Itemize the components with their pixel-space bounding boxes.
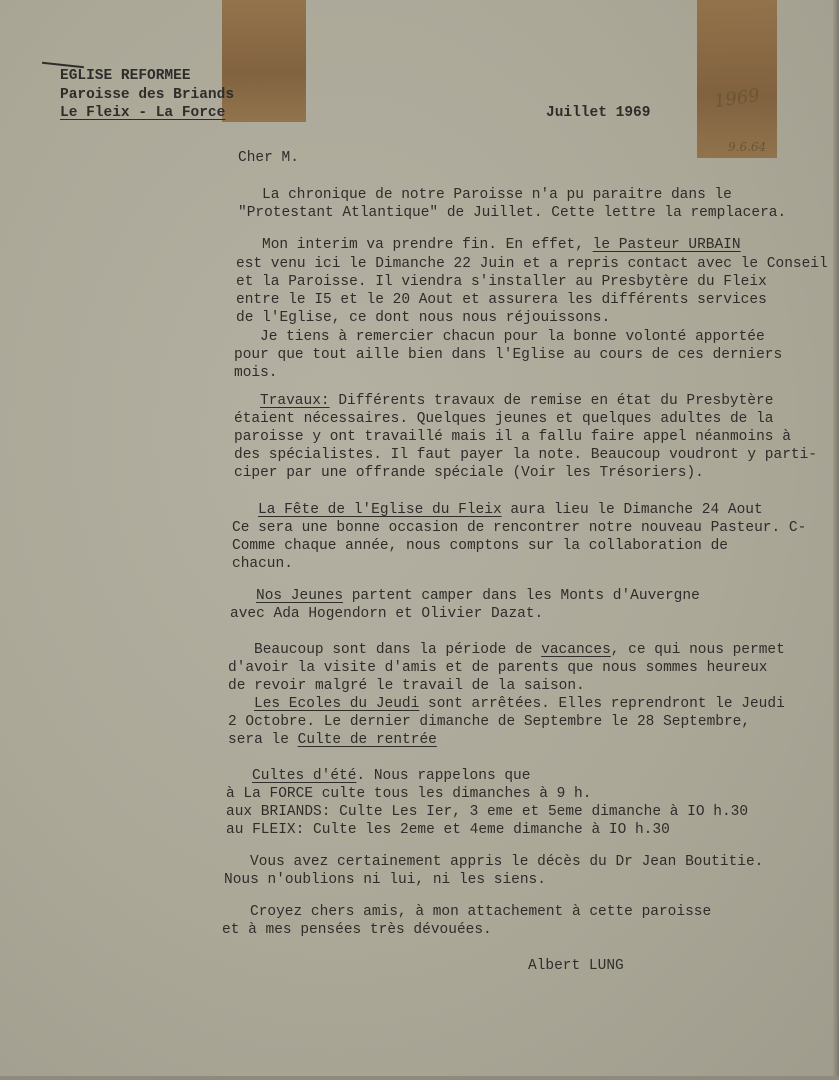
- paragraph-line: sera le Culte de rentrée: [228, 732, 437, 748]
- org-location: Le Fleix - La Force: [60, 105, 226, 121]
- heading-travaux: Travaux:: [260, 393, 330, 409]
- paragraph-line: Croyez chers amis, à mon attachement à cette paroisse: [250, 904, 712, 920]
- org-name: EGLISE REFORMEE: [60, 68, 191, 84]
- paragraph-line: entre le I5 et le 20 Aout et assurera les différents services: [236, 292, 767, 308]
- paragraph-line: Nos Jeunes partent camper dans les Monts d'Auvergne: [256, 588, 700, 604]
- tape-strip-right: [697, 0, 777, 158]
- paragraph-line: de revoir malgré le travail de la saison.: [228, 678, 585, 694]
- letter-date: Juillet 1969: [546, 105, 651, 121]
- paragraph-line: ciper par une offrande spéciale (Voir les Trésoriers).: [234, 465, 704, 481]
- pencil-annotation-year: 1969: [712, 84, 762, 113]
- underlined-vacances: vacances: [541, 642, 611, 658]
- paragraph-line: La chronique de notre Paroisse n'a pu paraitre dans le: [262, 187, 732, 203]
- paragraph-line: Nous n'oublions ni lui, ni les siens.: [224, 872, 546, 888]
- pencil-annotation-date: 9.6.64: [728, 140, 767, 154]
- paragraph-line: Vous avez certainement appris le décès du Dr Jean Boutitie.: [250, 854, 764, 870]
- paragraph-line: "Protestant Atlantique" de Juillet. Cette lettre la remplacera.: [238, 205, 787, 221]
- org-parish: Paroisse des Briands: [60, 87, 235, 103]
- paragraph-line: de l'Eglise, ce dont nous nous réjouissons.: [236, 310, 611, 326]
- underlined-culte-rentree: Culte de rentrée: [297, 732, 437, 748]
- paragraph-line: et la Paroisse. Il viendra s'installer au Presbytère du Fleix: [236, 274, 767, 290]
- paragraph-line: est venu ici le Dimanche 22 Juin et a repris contact avec le Conseil: [236, 256, 828, 272]
- paragraph-line: Comme chaque année, nous comptons sur la collaboration de: [232, 538, 728, 554]
- heading-fete: La Fête de l'Eglise du Fleix: [258, 502, 502, 518]
- paragraph-line: aux BRIANDS: Culte Les Ier, 3 eme et 5eme dimanche à IO h.30: [226, 804, 749, 820]
- signature: Albert LUNG: [528, 958, 624, 974]
- paragraph-line: avec Ada Hogendorn et Olivier Dazat.: [230, 606, 544, 622]
- paragraph-line: d'avoir la visite d'amis et de parents que nous sommes heureux: [228, 660, 768, 676]
- underlined-pastor-name: le Pasteur URBAIN: [592, 237, 741, 253]
- paper-edge-right: [833, 0, 839, 1080]
- paragraph-line: Ce sera une bonne occasion de rencontrer notre nouveau Pasteur. C-: [232, 520, 807, 536]
- salutation: Cher M.: [238, 150, 299, 166]
- tape-strip-left: [222, 0, 306, 122]
- paragraph-line: 2 Octobre. Le dernier dimanche de Septembre le 28 Septembre,: [228, 714, 751, 730]
- paragraph-line: des spécialistes. Il faut payer la note. Beaucoup voudront y parti-: [234, 447, 817, 463]
- paragraph-line: Beaucoup sont dans la période de vacances, ce qui nous permet: [254, 642, 785, 658]
- heading-jeunes: Nos Jeunes: [256, 588, 344, 604]
- paragraph-line: Travaux: Différents travaux de remise en état du Presbytère: [260, 393, 774, 409]
- paper-edge-bottom: [0, 1076, 839, 1080]
- paragraph-line: Je tiens à remercier chacun pour la bonne volonté apportée: [260, 329, 765, 345]
- paragraph-line: mois.: [234, 365, 278, 381]
- paragraph-line: Cultes d'été. Nous rappelons que: [252, 768, 531, 784]
- paragraph-line: Mon interim va prendre fin. En effet, le Pasteur URBAIN: [262, 237, 741, 253]
- paragraph-line: au FLEIX: Culte les 2eme et 4eme dimanche à IO h.30: [226, 822, 670, 838]
- heading-ecoles: Les Ecoles du Jeudi: [254, 696, 420, 712]
- paragraph-line: paroisse y ont travaillé mais il a fallu faire appel néanmoins à: [234, 429, 791, 445]
- paragraph-line: à La FORCE culte tous les dimanches à 9 h.: [226, 786, 592, 802]
- paragraph-line: pour que tout aille bien dans l'Eglise au cours de ces derniers: [234, 347, 783, 363]
- paragraph-line: Les Ecoles du Jeudi sont arrêtées. Elles reprendront le Jeudi: [254, 696, 785, 712]
- heading-cultes-ete: Cultes d'été: [252, 768, 357, 784]
- paragraph-line: La Fête de l'Eglise du Fleix aura lieu le Dimanche 24 Aout: [258, 502, 763, 518]
- paragraph-line: étaient nécessaires. Quelques jeunes et quelques adultes de la: [234, 411, 774, 427]
- paragraph-line: et à mes pensées très dévouées.: [222, 922, 492, 938]
- paragraph-line: chacun.: [232, 556, 293, 572]
